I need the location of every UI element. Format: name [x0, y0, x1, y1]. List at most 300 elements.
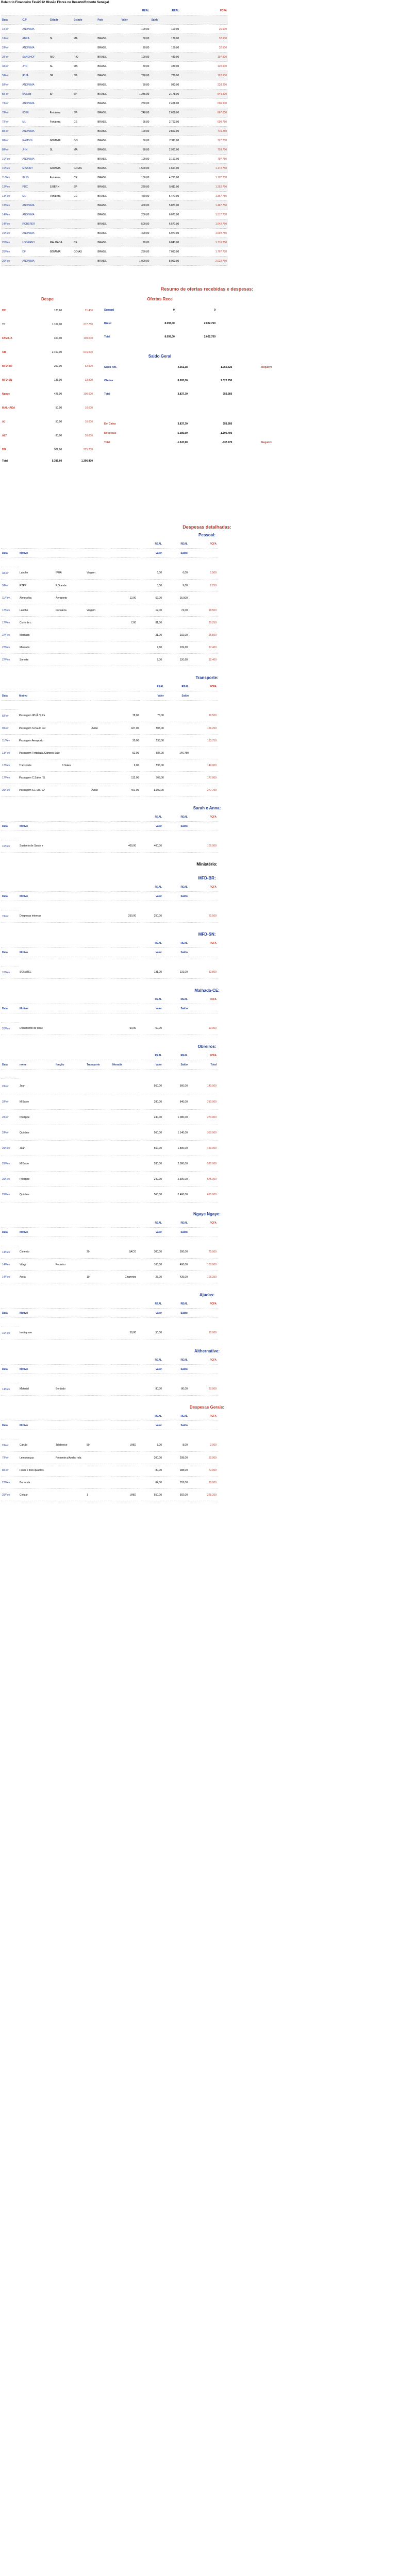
cell — [86, 1079, 111, 1094]
cell: BRASIL — [96, 53, 120, 62]
cell: Phelippe — [19, 1172, 55, 1187]
cell — [49, 201, 73, 210]
cell: 149.000 — [190, 759, 218, 772]
cell — [90, 710, 115, 722]
cell: 14/Fev — [1, 210, 21, 219]
column-header — [111, 822, 137, 831]
currency-label: FCFA — [189, 995, 218, 1004]
column-header: Data — [1, 892, 19, 901]
column-header — [189, 892, 218, 901]
currency-label: FCFA — [189, 1051, 218, 1060]
cell: 2.250 — [189, 580, 218, 592]
column-header: Valor — [137, 1421, 163, 1430]
table-row — [1, 1172, 218, 1187]
cell — [55, 1187, 86, 1202]
cell — [86, 840, 111, 853]
details-title: Despesas detalhadas: — [183, 524, 231, 530]
cell — [55, 1477, 86, 1489]
ofertas-title: Ofertas Rece — [147, 297, 173, 301]
cell: Despesas internas — [19, 910, 55, 923]
table-row — [1, 238, 228, 247]
expense-section — [0, 533, 414, 666]
cell: 933,00 — [150, 80, 180, 90]
table-row — [1, 127, 228, 136]
cell: UNID — [111, 1489, 137, 1501]
currency-label: FCFA — [189, 1218, 218, 1228]
cell — [111, 1464, 137, 1477]
column-header: Saldo — [163, 1228, 189, 1237]
cell: 575.000 — [189, 1172, 218, 1187]
column-header: Saldo — [163, 948, 189, 957]
cell: SP — [49, 71, 73, 80]
cell: 550,00 — [137, 1489, 163, 1501]
cell: 7,00 — [111, 617, 137, 629]
cell: 3,00 — [137, 580, 163, 592]
column-header — [189, 549, 218, 558]
cell: BRASIL — [96, 108, 120, 117]
cell — [111, 580, 137, 592]
expense-section — [0, 675, 414, 796]
cell: Brasil — [104, 322, 111, 325]
cell: Fortaleza — [49, 173, 73, 182]
cell: 14/Fev — [1, 1383, 19, 1396]
cell: 10.000 — [189, 1023, 218, 1035]
cell — [55, 1246, 86, 1259]
cell: 126.250 — [190, 722, 218, 735]
cell: 26/Fev — [1, 247, 21, 257]
cell: 560,00 — [137, 1079, 163, 1094]
column-header: Data — [1, 1365, 19, 1374]
column-header: País — [96, 15, 120, 25]
column-header: Valor — [137, 1365, 163, 1374]
cell: ABRA — [21, 34, 48, 43]
fcfa-label: FCFA — [180, 6, 228, 15]
cell: 8/Fev — [1, 136, 21, 145]
cell: CE — [73, 173, 96, 182]
column-header: Data — [1, 1309, 19, 1318]
cell — [49, 219, 73, 229]
cell: 25,00 — [137, 1271, 163, 1283]
cell: 8/Fev — [1, 127, 21, 136]
column-header — [86, 549, 111, 558]
cell: 240,00 — [121, 108, 151, 117]
cell: MFD-BR — [2, 364, 12, 368]
cell: Saldo Ant. — [104, 366, 117, 369]
column-header: Motivo — [19, 1421, 55, 1430]
cell: 52.000 — [189, 1452, 218, 1464]
cell: 70,00 — [121, 238, 151, 247]
cell: 11/Fev — [1, 173, 21, 182]
cell: 5.385,60 — [52, 459, 62, 463]
cell: 8,00 — [137, 1439, 163, 1452]
cell: 1.396.400 — [81, 459, 93, 463]
cell: 50,00 — [121, 62, 151, 71]
cell — [190, 747, 218, 759]
cell: 250,00 — [121, 247, 151, 257]
cell: Total — [104, 335, 110, 338]
cell: 3.837,70 — [177, 393, 188, 396]
cell: 240,00 — [137, 1110, 163, 1125]
cell — [73, 210, 96, 219]
cell: 10.000 — [85, 420, 93, 423]
table-row — [1, 80, 228, 90]
expense-section — [0, 806, 414, 853]
column-header: Saldo — [150, 15, 180, 25]
cell: 560,00 — [137, 1187, 163, 1202]
cell — [86, 1094, 111, 1110]
currency-label: REAL — [163, 1412, 189, 1421]
cell: Total — [104, 393, 110, 396]
cell: 400,00 — [137, 840, 163, 853]
cell: ANONIMA — [21, 229, 48, 238]
table-row — [1, 62, 228, 71]
cell: 10.000 — [189, 1327, 218, 1340]
cell: 240,00 — [137, 1172, 163, 1187]
cell: 13/Fev — [1, 192, 21, 201]
section-title: Pessoal: — [198, 533, 216, 537]
cell — [61, 784, 91, 796]
offerings-table — [1, 6, 228, 266]
cell: 1.367.750 — [180, 192, 228, 201]
section-title: Malhada-CE: — [194, 988, 220, 993]
cell: 2.300,00 — [163, 1172, 189, 1187]
cell: GO — [73, 136, 96, 145]
cell — [73, 201, 96, 210]
cell: 7/Fev — [1, 117, 21, 127]
section-title: Althernative: — [194, 1349, 220, 1353]
cell: 29/Fev — [1, 257, 21, 266]
cell: 100,00 — [121, 173, 151, 182]
cell: IBHG — [21, 173, 48, 182]
column-header: Data — [1, 1060, 19, 1070]
cell: 7,60 — [137, 641, 163, 654]
cell — [96, 25, 120, 34]
currency-label: REAL — [163, 1218, 189, 1228]
cell: 400,00 — [121, 201, 151, 210]
cell — [90, 747, 115, 759]
cell: 140.000 — [189, 1079, 218, 1094]
cell: 220,00 — [121, 182, 151, 192]
column-header: Valor — [137, 549, 163, 558]
cell: 10.000 — [85, 406, 93, 410]
cell: BRASIL — [96, 182, 120, 192]
cell: Passagem Aeroporto — [18, 735, 61, 747]
table-row — [1, 71, 228, 80]
cell: Ofertas — [104, 379, 113, 382]
currency-label: REAL — [163, 1299, 189, 1309]
cell: 560,00 — [137, 1125, 163, 1141]
cell: 100,00 — [150, 25, 180, 34]
cell: 50,00 — [121, 136, 151, 145]
cell: Lanche — [19, 567, 55, 580]
cell: ANONIMA — [21, 155, 48, 164]
column-header — [61, 691, 91, 701]
currency-label: FCFA — [189, 1299, 218, 1309]
column-header — [55, 1309, 86, 1318]
cell: BRASIL — [96, 229, 120, 238]
cell: 52,00 — [115, 747, 140, 759]
cell: 100,00 — [121, 53, 151, 62]
cell: Transporte — [18, 759, 61, 772]
cell: 10/Fev — [1, 155, 21, 164]
table-row — [1, 43, 228, 53]
column-header — [55, 1228, 86, 1237]
cell: ML — [21, 192, 48, 201]
cell: BRASIL — [96, 173, 120, 182]
cell: OB — [2, 350, 6, 354]
table-row — [1, 641, 218, 654]
table-row — [1, 53, 228, 62]
cell — [61, 710, 91, 722]
cell: Presente p/Amiho nda — [55, 1452, 86, 1464]
cell: 8.093,00 — [164, 322, 175, 325]
column-header: Motivo — [18, 691, 61, 701]
column-header — [189, 1365, 218, 1374]
cell: Quintine — [19, 1187, 55, 1202]
cell — [55, 910, 86, 923]
column-header: Saldo — [163, 1421, 189, 1430]
cell: 2/Fev — [1, 43, 21, 53]
table-row — [1, 373, 94, 387]
cell: 560,00 — [163, 1079, 189, 1094]
cell: 16/Fev — [1, 1327, 19, 1340]
table-row — [1, 617, 218, 629]
cell — [165, 710, 190, 722]
cell: 11/Fev — [1, 592, 19, 604]
table-row — [1, 604, 218, 617]
cell: 25.000 — [180, 25, 228, 34]
table-row — [1, 34, 228, 43]
cell: 425,00 — [54, 392, 62, 396]
cell — [86, 641, 111, 654]
cell: 32.500 — [180, 34, 228, 43]
table-row — [1, 1464, 218, 1477]
cell: Areia — [19, 1271, 55, 1283]
cell — [55, 1141, 86, 1156]
table-row — [103, 317, 217, 330]
cell: Irmã grave — [19, 1327, 55, 1340]
cell: SP — [73, 71, 96, 80]
cell: 400,00 — [163, 1259, 189, 1271]
cell: SP — [73, 90, 96, 99]
column-header: Saldo — [163, 1004, 189, 1013]
cell: 210.000 — [189, 1094, 218, 1110]
column-header — [189, 1004, 218, 1013]
currency-label: REAL — [137, 812, 163, 822]
expense-section — [0, 1349, 414, 1396]
cell: Jean — [19, 1141, 55, 1156]
column-header: Saldo — [163, 1365, 189, 1374]
cell — [55, 1464, 86, 1477]
top-offerings-section — [0, 6, 414, 266]
cell: 1.500 — [189, 567, 218, 580]
cell: -1.547,90 — [176, 441, 188, 444]
cell: 400,00 — [111, 840, 137, 853]
currency-label: FCFA — [189, 1355, 218, 1365]
section-title: Despesas Gerais: — [189, 1405, 225, 1410]
cell — [49, 99, 73, 108]
cell: 3/Fev — [1, 567, 19, 580]
table-row — [103, 419, 273, 429]
cell: IPUÃ — [21, 71, 48, 80]
cell — [73, 80, 96, 90]
cell — [86, 967, 111, 979]
cell: BRASIL — [96, 155, 120, 164]
cell: 2/Fev — [1, 53, 21, 62]
cell: BRASIL — [96, 219, 120, 229]
column-header — [55, 892, 86, 901]
cell: Bermuda — [19, 1477, 55, 1489]
table-row — [1, 1187, 218, 1202]
cell: 208,00 — [163, 1452, 189, 1464]
cell — [73, 155, 96, 164]
currency-label: REAL — [137, 539, 163, 549]
cell — [73, 127, 96, 136]
cell: 120,60 — [163, 654, 189, 666]
cell: PDC — [21, 182, 48, 192]
despe-title: Despe — [41, 297, 54, 301]
cell: -1.396.400 — [220, 432, 233, 435]
cell: CE — [73, 192, 96, 201]
cell: SACO — [111, 1246, 137, 1259]
cell: ANONIMA — [21, 80, 48, 90]
cell: GOIAS — [73, 247, 96, 257]
section-title: MFD-BR: — [198, 876, 216, 880]
cell: 902,00 — [163, 1489, 189, 1501]
cell: 280,00 — [137, 1094, 163, 1110]
table-row — [1, 1156, 218, 1172]
cell: 177.000 — [190, 772, 218, 784]
column-header: C.P — [21, 15, 48, 25]
cell — [163, 840, 189, 853]
cell: MA — [73, 34, 96, 43]
column-header: Data — [1, 822, 19, 831]
cell: 6.071,00 — [150, 210, 180, 219]
cell: 2/Fev — [1, 1079, 19, 1094]
cell: 400,00 — [121, 229, 151, 238]
cell: 75.000 — [189, 1246, 218, 1259]
column-header — [190, 691, 218, 701]
cell — [49, 155, 73, 164]
cell: 7/Fev — [1, 1452, 19, 1464]
cell: ICHR — [21, 108, 48, 117]
cell: 10/Fev — [1, 164, 21, 173]
column-header: Data — [1, 1421, 19, 1430]
report-title: Relatorio Financeiro Fev/2012 Missão Flores no Deserto/Roberto Senegal — [1, 1, 109, 4]
summary-grid — [0, 295, 414, 521]
cell: 280,00 — [137, 1156, 163, 1172]
cell — [86, 1110, 111, 1125]
cell: 1.467.750 — [180, 201, 228, 210]
table-row — [1, 1452, 218, 1464]
cell: 14/Fev — [1, 1271, 19, 1283]
table-row — [1, 1477, 218, 1489]
cell — [165, 759, 190, 772]
cell: 18.500 — [189, 604, 218, 617]
cell: BRASIL — [96, 117, 120, 127]
cell: Cimento — [19, 1246, 55, 1259]
cell: 80,00 — [137, 1464, 163, 1477]
currency-label: REAL — [163, 883, 189, 892]
cell: 3/Fev — [1, 62, 21, 71]
cell: BRASIL — [96, 192, 120, 201]
cell: ML — [21, 117, 48, 127]
cell: 587,00 — [140, 747, 164, 759]
cell: 2.460,00 — [52, 350, 62, 354]
expense-table — [1, 883, 218, 923]
cell: 8.093,00 — [177, 379, 188, 382]
table-row — [1, 229, 228, 238]
cell: 460,00 — [121, 192, 151, 201]
currency-label: REAL — [165, 682, 190, 691]
cell: 32.800 — [189, 967, 218, 979]
expense-table — [1, 1299, 218, 1340]
section-title: Sarah e Anna: — [193, 806, 221, 810]
cell: 840,00 — [163, 1094, 189, 1110]
cell: 19.500 — [190, 710, 218, 722]
cell: 29/Fev — [1, 1187, 19, 1202]
cell: SL — [49, 145, 73, 155]
cell — [55, 629, 86, 641]
table-row — [1, 210, 228, 219]
cell — [233, 374, 273, 387]
table-row — [1, 580, 218, 592]
currency-label: REAL — [163, 995, 189, 1004]
cell — [55, 840, 86, 853]
expense-section — [0, 988, 414, 1035]
cell: RIO — [73, 53, 96, 62]
cell — [111, 1452, 137, 1464]
expense-section — [0, 1405, 414, 1501]
table-row — [1, 117, 228, 127]
cell: 401,00 — [115, 784, 140, 796]
table-row — [1, 784, 218, 796]
cell — [111, 1141, 137, 1156]
cell: 7/Fev — [1, 108, 21, 117]
table-row — [1, 145, 228, 155]
cell: DC — [2, 309, 6, 312]
expense-table — [1, 1355, 218, 1396]
column-header: Valor — [137, 1004, 163, 1013]
cell: 250,00 — [121, 99, 151, 108]
cell: 1.080,00 — [163, 1110, 189, 1125]
table-row — [103, 374, 273, 387]
cell — [111, 604, 137, 617]
cell: IPUÃ — [55, 567, 86, 580]
column-header: Saldo — [163, 822, 189, 831]
cell — [111, 1172, 137, 1187]
cell: 15/Fev — [1, 229, 21, 238]
cell: BRASIL — [96, 164, 120, 173]
column-header: Valor — [137, 948, 163, 957]
cell: SL — [49, 62, 73, 71]
cell: 350.000 — [189, 1125, 218, 1141]
cell: 708,00 — [140, 772, 164, 784]
table-row — [103, 438, 273, 447]
column-header — [86, 822, 111, 831]
cell: 2/Fev — [1, 1125, 19, 1141]
cell: 300,00 — [163, 1246, 189, 1259]
cell: 130,00 — [150, 34, 180, 43]
table-row — [1, 247, 228, 257]
cell: 3.837,70 — [177, 422, 188, 426]
column-header — [111, 892, 137, 901]
expense-section — [0, 1212, 414, 1283]
cell: 27/Fev — [1, 654, 19, 666]
cell: 5.871,00 — [150, 201, 180, 210]
cell: Jean — [19, 1079, 55, 1094]
table-row — [1, 1246, 218, 1259]
